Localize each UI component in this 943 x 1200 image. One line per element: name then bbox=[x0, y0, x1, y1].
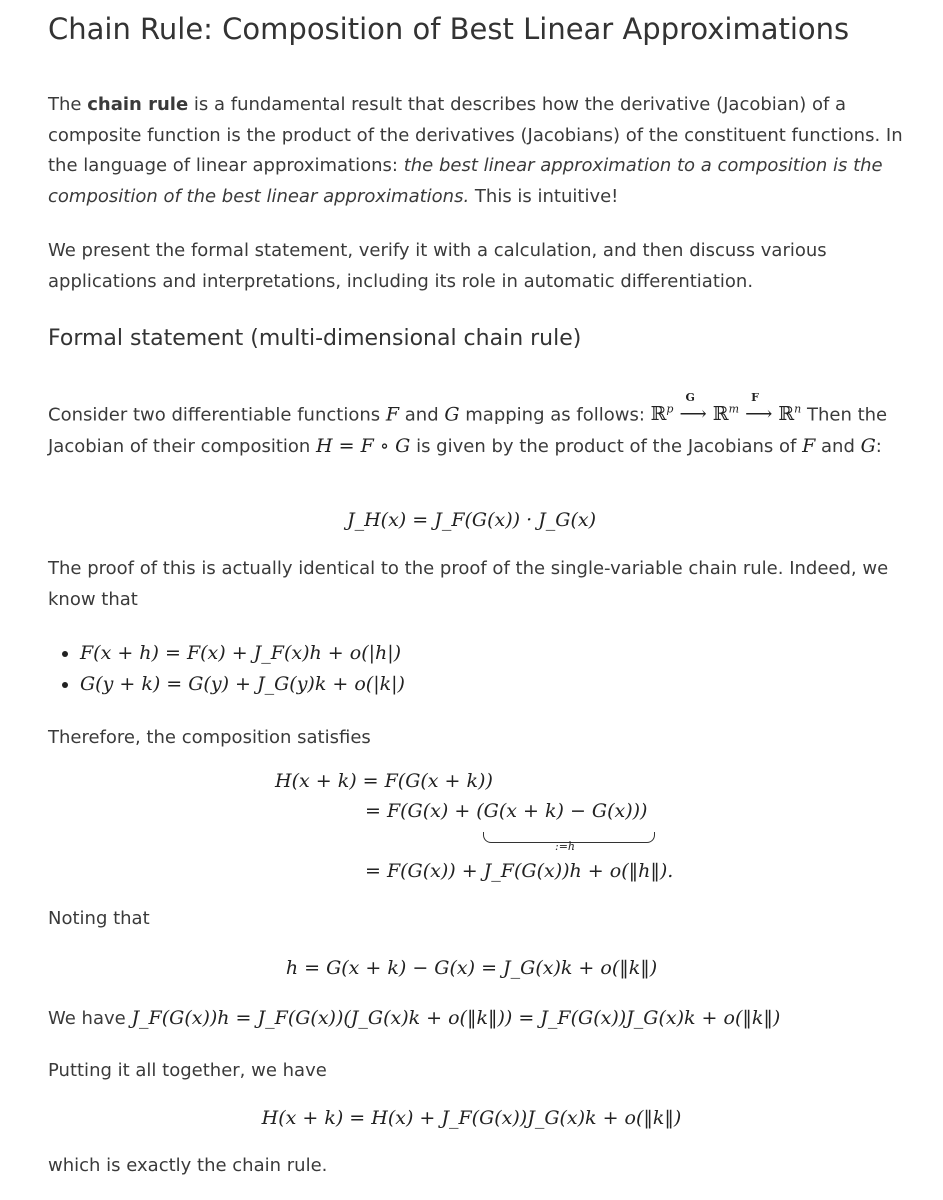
math: H = F ∘ G bbox=[316, 434, 411, 457]
overview-paragraph: We present the formal statement, verify it with a calculation, and then discuss various applications and interpretations, including its role in automatic differentiation. bbox=[48, 240, 827, 292]
intro-paragraph bbox=[48, 90, 908, 212]
text: Then the Jacobian of their composition bbox=[48, 404, 888, 457]
math: F bbox=[385, 403, 400, 426]
text: The bbox=[48, 94, 88, 115]
section-heading: Formal statement (multi-dimensional chain rule) bbox=[48, 326, 582, 351]
page-title: Chain Rule: Composition of Best Linear Approximations bbox=[48, 12, 850, 46]
list-item: • G(y + k) = G(y) + J_G(y)k + o(|k|) bbox=[80, 669, 908, 700]
text: Consider two differentiable functions bbox=[48, 404, 386, 426]
arrow-icon: G ⟶ bbox=[679, 391, 707, 426]
therefore-paragraph: Therefore, the composition satisfies bbox=[48, 727, 371, 748]
math: G bbox=[444, 403, 460, 426]
together-paragraph: Putting it all together, we have bbox=[48, 1060, 327, 1081]
equation-final: H(x + k) = H(x) + J_F(G(x))J_G(x)k + o(‖k‖) bbox=[261, 1107, 682, 1129]
italic-text: the best linear approximation to a composition is the composition of the best linear approximations. bbox=[48, 155, 883, 207]
equation-h: h = G(x + k) − G(x) = J_G(x)k + o(‖k‖) bbox=[285, 957, 658, 979]
math-mapping: ℝ$^p$ G ⟶ ℝ$^m$ F ⟶ ℝ$^n$ bbox=[651, 403, 802, 425]
equation-chain-rule: J_H(x) = J_F(G(x)) · J_G(x) bbox=[346, 509, 597, 531]
align-line-1: H(x + k) = F(G(x + k)) bbox=[275, 770, 493, 792]
align-line-3: = F(G(x)) + J_F(G(x))h + o(‖h‖). bbox=[365, 860, 674, 882]
text: We have bbox=[48, 1008, 132, 1029]
underbrace-label: :=h bbox=[555, 840, 576, 853]
conclusion-paragraph: which is exactly the chain rule. bbox=[48, 1155, 328, 1176]
text: is a fundamental result that describes how the derivative (Jacobian) of a composite function is the product of the derivatives (Jacobians) of the constituent functions. In the language of linear approximations: bbox=[48, 94, 903, 176]
arrow-icon: F ⟶ bbox=[745, 391, 773, 426]
list-item: • F(x + h) = F(x) + J_F(x)h + o(|h|) bbox=[80, 638, 908, 669]
bold-term: chain rule bbox=[87, 94, 189, 115]
text: mapping as follows: bbox=[459, 404, 651, 426]
we-have-paragraph bbox=[48, 1003, 908, 1035]
math: J_F(G(x))h = J_F(G(x))(J_G(x)k + o(‖k‖)) = J_F(G(x))J_G(x)k + o(‖k‖) bbox=[131, 1007, 781, 1029]
text: : bbox=[875, 435, 882, 457]
text: and bbox=[399, 404, 445, 426]
noting-paragraph: Noting that bbox=[48, 908, 150, 929]
proof-paragraph: The proof of this is actually identical to the proof of the single-variable chain rule. Indeed, we know that bbox=[48, 558, 889, 610]
align-line-2: = F(G(x) + (G(x + k) − G(x))) bbox=[365, 800, 648, 822]
text: is given by the product of the Jacobians of bbox=[410, 435, 803, 457]
text: This is intuitive! bbox=[469, 185, 619, 207]
bullet-list bbox=[48, 638, 908, 699]
math: F bbox=[802, 434, 816, 457]
text: and bbox=[815, 435, 861, 457]
math: G bbox=[860, 434, 876, 457]
statement-paragraph bbox=[48, 391, 908, 462]
